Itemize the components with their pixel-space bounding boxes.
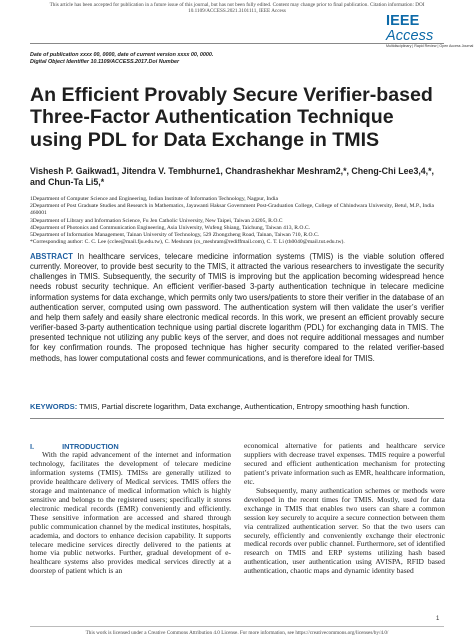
license-footer: [0, 630, 474, 636]
section-number: I.: [30, 442, 35, 451]
logo-tagline: Multidisciplinary | Rapid Review | Open Access Journal: [386, 44, 474, 48]
publication-date: Date of publication xxxx 00, 0000, date of current version xxxx 00, 0000.: [30, 52, 214, 58]
body-paragraph: With the rapid advancement of the internet and information technology, facilitates the development of telecare medicine information systems (TMIS). TMISs are generally utilized to provide healthcare delivery of Medical services. TMIS offers the storage and maintenance of medical information which is highly sensitive and belongs to the registered users; specifically it stores electronic medical records (EMR) conveniently and efficiently. These sensitive information are accessed and shared through public communication channel by the medical institutes, hospitals, academia, and doctors to enhance decision capability. It supports telecare medicine services directly delivered to the patients at home via public networks. Further, gradual development of e-healthcare systems also provides medical services directly at a doorstep of patient which is an: [30, 450, 231, 576]
footer-divider: [30, 626, 444, 627]
affiliation-3: 3Department of Library and Information Science, Fu Jen Catholic University, New Taipei, Taiwan 24205, R.O.C: [30, 217, 283, 224]
license-line: This work is licensed under a Creative Commons Attribution 4.0 License. For more information, see https://creativecommons.org/licenses/by/4.0/: [85, 630, 389, 636]
paper-title: An Efficient Provably Secure Verifier-based Three-Factor Authentication Technique using PDL for Data Exchange in TMIS: [30, 84, 433, 151]
keywords: [30, 402, 444, 412]
abstract-label: ABSTRACT: [30, 252, 73, 261]
top-divider: [30, 43, 444, 44]
logo-ieee: IEEE: [386, 13, 420, 29]
section-divider: [30, 418, 444, 419]
notice-line-2: 10.1109/ACCESS.2021.3101111, IEEE Access: [188, 8, 286, 15]
doi: Digital Object Identifier 10.1109/ACCESS.2017.Doi Number: [30, 58, 180, 65]
affiliation-5: 5Department of Information Management, Tainan University of Technology, 529 Zhongzheng Road, Tainan, Taiwan 710, R.O.C.: [30, 232, 320, 239]
affiliation-2: 2Department of Post Graduate Studies and Research in Mathematics, Jayawanti Haksar Government Post-Graduation College, College of Chhindwara University, Betul, M.P., India 460001: [30, 203, 435, 217]
affiliation-4: 4Department of Photonics and Communication Engineering, Asia University, Wufeng Shiang, Taichung, Taiwan 413, R.O.C.: [30, 224, 310, 231]
article-info: [30, 52, 213, 66]
affiliations: [30, 196, 450, 246]
keywords-text: TMIS, Partial discrete logarithm, Data exchange, Authentication, Entropy smoothing hash function.: [79, 402, 410, 411]
section-title: INTRODUCTION: [62, 442, 119, 451]
abstract: [30, 252, 444, 364]
affiliation-1: 1Department of Computer Science and Engineering, Indian Institute of Information Technology, Nagpur, India: [30, 196, 278, 202]
body-paragraph: Subsequently, many authentication schemes or methods were developed in the recent times for TMIS. Mostly, used for data exchange in TMIS that enables two users can share a common session key securely to acquire a secure connection between them via centralized authentication server. So that the two users can securely, efficiently and conveniently exchange their electronic medical records over public channel. Furthermore, set of identified research on TMIS and ERP systems utilizing hash based authentication, user authentication using AVISPA, RFID based authentication, chaotic maps and dynamic identity based: [244, 485, 445, 576]
logo-access: Access: [386, 28, 434, 44]
body-column-right: [244, 442, 445, 576]
logo-wordmark: [386, 14, 468, 44]
abstract-text: In healthcare services, telecare medicine information systems (TMIS) is the viable solution offered currently. Moreover, to provide best security to the TMIS, it attracted the various researchers to investigate the security challenges in TMIS. Subsequently, the security of TMIS is improving but the application becoming widespread hence needs robust security technique. An efficient verifier-based 3-party authentication technique in telecare medicine information systems for data exchange, which permits only two users/patients to store their verifier in the database of an authentication server, computed using own password. The authentication system will then validate the user’s verifier and help them safely and easily share electronic medical records. In this work, we present an efficient provably secure verifier-based 3-party authentication technique using partial discrete logarithm (PDL) for exchanging data in TMIS. The presented technique not utilizing any public keys of the server, and does not require additional messages and number for key confirmation rounds. The proposed technique has higher security compared to the related verifier-based methods, has lower computational costs and fewer communications, and is therefore ideal for TMIS.: [30, 252, 444, 363]
body-column-left: [30, 442, 231, 576]
notice-line-1: This article has been accepted for publication in a future issue of this journal, but has not been fully edited. Content may change prior to final publication. Citation information: DOI: [49, 2, 425, 8]
body-paragraph: economical alternative for patients and healthcare service suppliers with decrease travel expenses. TMIS require a powerful secured and efficient authentication mechanism for protecting patient’s private information such as EMR, healthcare information, etc.: [244, 441, 445, 486]
page-number: 1: [436, 616, 440, 622]
author-list: Vishesh P. Gaikwad1, Jitendra V. Tembhurne1, Chandrashekhar Meshram2,*, Cheng-Chi Lee3,4,*, and Chun-Ta Li5,*: [30, 166, 434, 187]
keywords-label: KEYWORDS:: [30, 402, 78, 411]
corresponding-author: *Corresponding author: C. C. Lee (cclee@mail.fju.edu.tw), C. Meshram (cs_meshram@rediffmail.com), C. T. Li (th0040@mail.tut.edu.tw).: [30, 239, 345, 246]
